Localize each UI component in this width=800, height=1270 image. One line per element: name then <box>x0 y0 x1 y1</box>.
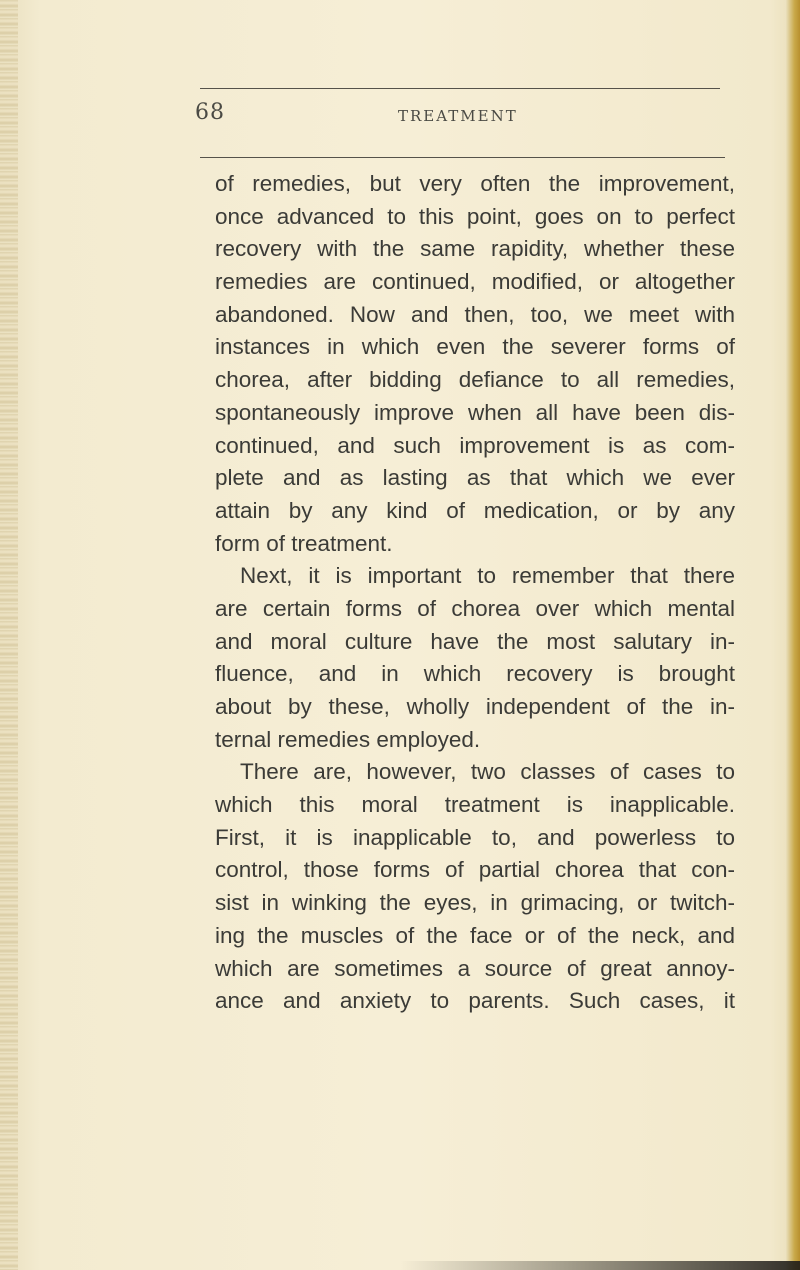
text-line: ternal remedies employed. <box>215 726 481 752</box>
running-head: TREATMENT <box>398 107 518 125</box>
text-line: are certain forms of chorea over which mental <box>215 595 735 621</box>
text-line: of remedies, but very often the improvement, <box>215 171 735 196</box>
text-line: Next, it is important to remember that there <box>240 563 735 589</box>
text-line: remedies are continued, modified, or altogether <box>215 269 735 295</box>
text-line: recovery with the same rapidity, whether these <box>215 236 735 262</box>
text-line: about by these, wholly independent of the in- <box>215 694 735 719</box>
text-line: First, it is inapplicable to, and powerless to <box>215 824 735 850</box>
text-line: which are sometimes a source of great annoy- <box>215 955 735 981</box>
page-number: 68 <box>195 100 225 125</box>
page-right-edge <box>786 0 800 1270</box>
text-line: form of treatment. <box>215 530 393 556</box>
text-line: attain by any kind of medication, or by any <box>215 497 735 523</box>
header-rule-top <box>200 88 720 89</box>
text-line: once advanced to this point, goes on to perfect <box>215 203 735 229</box>
header-rule-bottom <box>200 157 725 158</box>
text-line: and moral culture have the most salutary in- <box>215 628 735 654</box>
text-line: plete and as lasting as that which we ever <box>215 465 735 491</box>
body-text <box>215 168 735 1018</box>
text-line: sist in winking the eyes, in grimacing, or twitch- <box>215 890 735 916</box>
text-line: continued, and such improvement is as com- <box>215 432 735 458</box>
page-left-edge <box>0 0 18 1270</box>
text-line: spontaneously improve when all have been dis- <box>215 399 735 425</box>
text-line: ance and anxiety to parents. Such cases, it <box>215 988 735 1014</box>
text-line: which this moral treatment is inapplicable. <box>215 792 735 818</box>
text-line: There are, however, two classes of cases to <box>240 759 735 785</box>
text-line: ing the muscles of the face or of the neck, and <box>215 922 735 948</box>
text-line: control, those forms of partial chorea that con- <box>215 857 735 883</box>
text-line: chorea, after bidding defiance to all remedies, <box>215 367 735 393</box>
text-line: instances in which even the severer forms of <box>215 334 735 360</box>
text-line: abandoned. Now and then, too, we meet with <box>215 301 735 327</box>
text-line: fluence, and in which recovery is brought <box>215 661 735 687</box>
page-bottom-shadow <box>400 1261 800 1270</box>
